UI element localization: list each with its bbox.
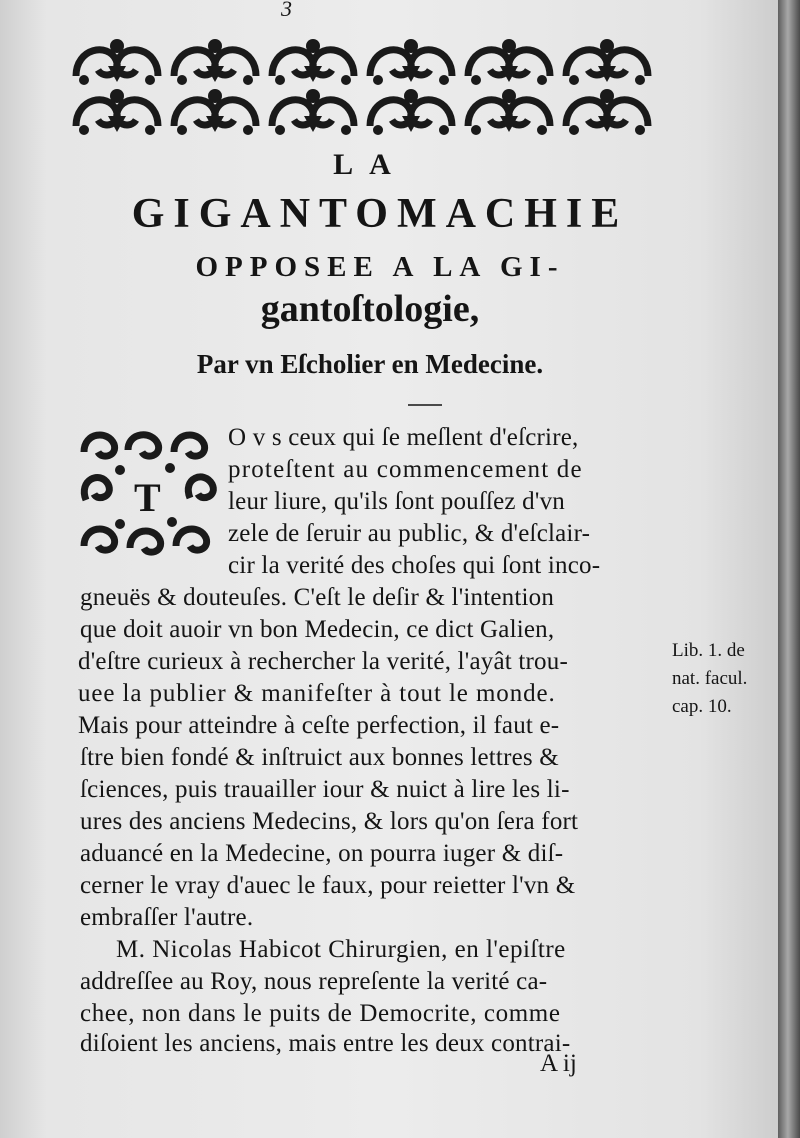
divider: [408, 404, 442, 406]
text-line: gneuës & douteuſes. C'eſt le deſir & l'intention: [80, 584, 555, 611]
title-la: LA: [333, 148, 407, 181]
text-line: aduancé en la Medecine, on pourra iuger & diſ-: [80, 840, 564, 867]
margin-note-line: cap. 10.: [672, 696, 732, 717]
text-line: diſoient les anciens, mais entre les deux contrai-: [80, 1030, 571, 1057]
text-line: proteſtent au commencement de: [228, 456, 583, 483]
text-line: ures des anciens Medecins, & lors qu'on ſera fort: [80, 808, 579, 835]
catchword-signature: A ij: [540, 1050, 577, 1077]
text-line: addreſſee au Roy, nous repreſente la verité ca-: [80, 968, 548, 995]
text-line: d'eſtre curieux à rechercher la verité, l'ayât trou-: [78, 648, 568, 675]
text-line: que doit auoir vn bon Medecin, ce dict Galien,: [80, 616, 555, 643]
text-line: embraſſer l'autre.: [80, 904, 254, 931]
text-line: zele de ſeruir au public, & d'eſclair-: [228, 520, 591, 547]
page-edge: [778, 0, 800, 1138]
text-line: ſciences, puis trauailler iour & nuict à lire les li-: [80, 776, 570, 803]
text-line: cir la verité des choſes qui ſont inco-: [228, 552, 601, 579]
text-line: O v s ceux qui ſe meſlent d'eſcrire,: [228, 424, 579, 451]
title-gigantomachie: GIGANTOMACHIE: [131, 191, 629, 237]
text-line: leur liure, qu'ils ſont pouſſez d'vn: [228, 488, 565, 515]
dropcap-letter: T: [134, 475, 161, 520]
text-line: ſtre bien fondé & inſtruict aux bonnes lettres &: [80, 744, 559, 771]
text-line: uee la publier & manifeſter à tout le monde.: [78, 680, 556, 707]
ornamental-headpiece: [68, 34, 656, 138]
text-line: Mais pour atteindre à ceſte perfection, il faut e-: [78, 712, 560, 739]
page-number: 3: [281, 0, 292, 21]
title-gantostologie: gantoſtologie,: [260, 288, 480, 330]
author-line: Par vn Eſcholier en Medecine.: [196, 349, 544, 379]
text-line: cerner le vray d'auec le faux, pour reietter l'vn &: [80, 872, 576, 899]
decorated-initial: [78, 428, 224, 568]
margin-note-line: Lib. 1. de: [672, 640, 745, 661]
text-line: chee, non dans le puits de Democrite, comme: [80, 1000, 561, 1027]
text-line: M. Nicolas Habicot Chirurgien, en l'epiſtre: [116, 936, 566, 963]
margin-note-line: nat. facul.: [672, 668, 748, 689]
title-opposee: OPPOSEE A LA GI-: [195, 251, 565, 283]
